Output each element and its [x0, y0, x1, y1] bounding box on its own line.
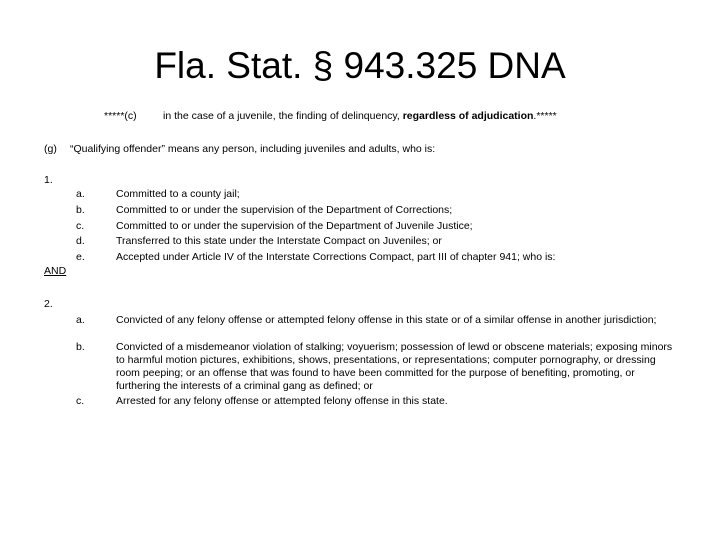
- group-1-item-c-letter: c.: [76, 220, 85, 232]
- group-1-item-b-letter: b.: [76, 204, 85, 216]
- subsection-g-text: “Qualifying offender” means any person, including juveniles and adults, who is:: [70, 143, 436, 155]
- group-2-item-b-text: Convicted of a misdemeanor violation of stalking; voyuerism; possession of lewd or obscene materials; exposing minors to harmful motion pictures, exhibitions, shows, presentations, or representations; computer pornography, or dressing room peeping; or an offense that was found to have been committed for the purpose of benefiting, promoting, or furthering the interests of a criminal gang as defined; or: [116, 341, 673, 392]
- group-2-item-a-text: Convicted of any felony offense or attempted felony offense in this state or of a similar offense in another jurisdiction;: [116, 314, 657, 326]
- group-1-number: 1.: [44, 174, 53, 186]
- subsection-g-marker: (g): [44, 143, 57, 155]
- group-2-number: 2.: [44, 298, 53, 310]
- subsection-c-text: [163, 110, 557, 123]
- group-2-item-a-letter: a.: [76, 314, 85, 326]
- subsection-c-text-before: in the case of a juvenile, the finding of delinquency,: [163, 110, 403, 122]
- subsection-c-marker: *****(c): [104, 110, 137, 122]
- group-1-item-c-text: Committed to or under the supervision of the Department of Juvenile Justice;: [116, 220, 473, 232]
- group-1-item-e-text: Accepted under Article IV of the Interstate Corrections Compact, part III of chapter 941; who is:: [116, 251, 556, 263]
- subsection-c-text-bold: regardless of adjudication: [402, 110, 534, 122]
- group-1-item-a-text: Committed to a county jail;: [116, 188, 240, 200]
- group-1-item-b-text: Committed to or under the supervision of the Department of Corrections;: [116, 204, 453, 216]
- group-2-item-c-text: Arrested for any felony offense or attempted felony offense in this state.: [116, 395, 448, 407]
- subsection-c-text-after: .*****: [533, 110, 557, 122]
- conjunction-and: AND: [44, 265, 67, 277]
- group-1-item-e-letter: e.: [76, 251, 85, 263]
- slide-title: Fla. Stat. § 943.325 DNA: [154, 45, 566, 86]
- group-2-item-c-letter: c.: [76, 395, 85, 407]
- group-1-item-d-letter: d.: [76, 235, 85, 247]
- group-1-item-a-letter: a.: [76, 188, 85, 200]
- group-2-item-b-letter: b.: [76, 341, 85, 353]
- group-1-item-d-text: Transferred to this state under the Interstate Compact on Juveniles; or: [116, 235, 442, 247]
